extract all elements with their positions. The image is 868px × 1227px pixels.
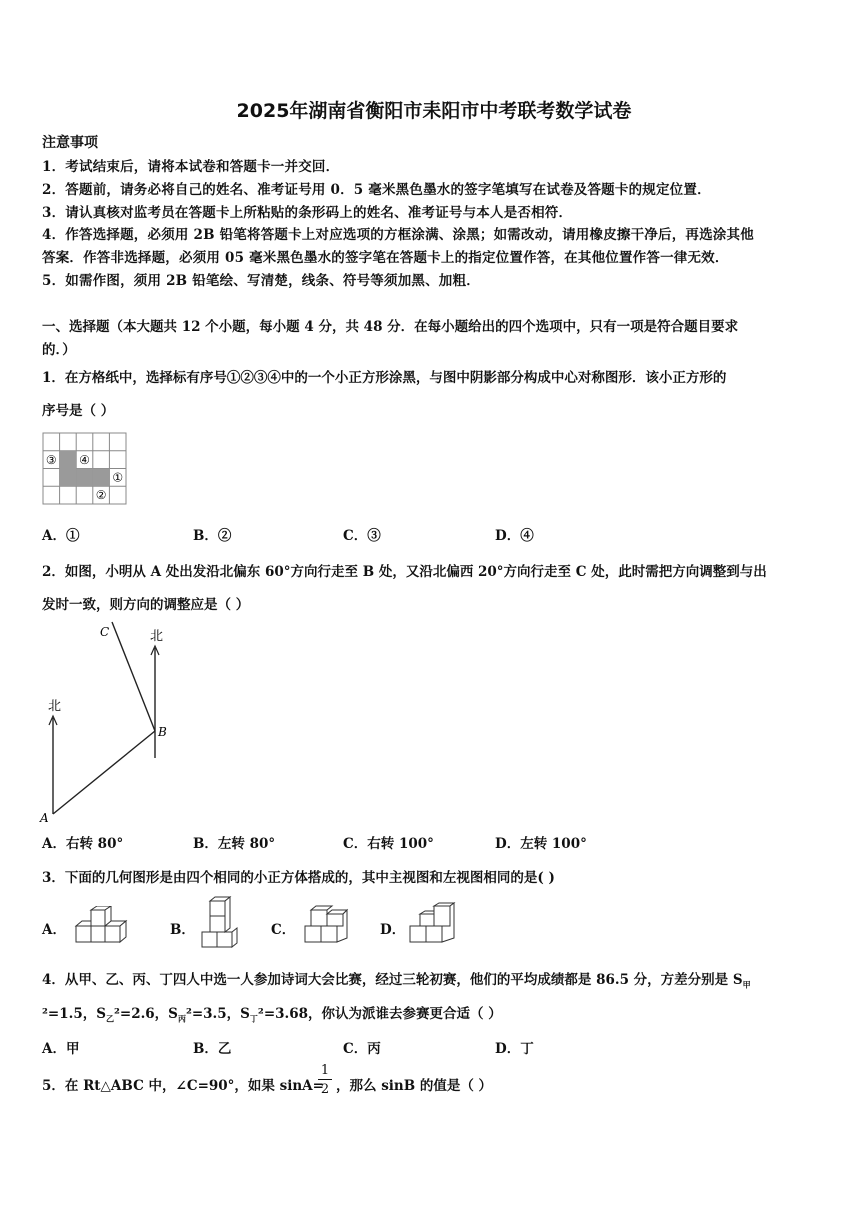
question-4-text-cont xyxy=(42,1002,502,1025)
q1-option-c[interactable]: C．③ xyxy=(343,528,381,544)
question-4-text xyxy=(42,968,751,991)
q5-fraction xyxy=(318,1062,332,1099)
shaded-cell xyxy=(93,469,110,487)
question-1-text-cont: 序号是（ ） xyxy=(42,403,115,419)
north-label-a: 北 xyxy=(48,699,62,714)
q3-cube-figure-b xyxy=(200,896,240,950)
notice-item: 答案．作答非选择题，必须用 05 毫米黑色墨水的签字笔在答题卡上的指定位置作答，在其他位置作答一律无效． xyxy=(42,250,729,266)
segment-bc xyxy=(112,622,155,731)
q2-direction-figure xyxy=(36,618,186,824)
segment-ab xyxy=(53,731,155,814)
question-2-text-cont: 发时一致，则方向的调整应是（ ） xyxy=(42,597,250,613)
q3-cube-figure-a xyxy=(74,906,130,944)
q4-option-a[interactable]: A．甲 xyxy=(42,1041,80,1057)
q4-line2-c: ²=3.5，S xyxy=(185,1006,250,1022)
notice-item: 3．请认真核对监考员在答题卡上所粘贴的条形码上的姓名、准考证号与本人是否相符． xyxy=(42,205,573,221)
shaded-cell xyxy=(60,469,77,487)
notice-item: 5．如需作图，须用 2B 铅笔绘、写清楚，线条、符号等须加黑、加粗． xyxy=(42,273,480,289)
q3-option-d[interactable]: D． xyxy=(380,922,406,938)
q2-option-d[interactable]: D．左转 100° xyxy=(495,836,587,852)
question-3-text: 3．下面的几何图形是由四个相同的小正方体搭成的，其中主视图和左视图相同的是( ) xyxy=(42,870,555,886)
q4-sub-yi: 乙 xyxy=(105,1013,114,1024)
q3-cube-figure-d xyxy=(408,902,456,946)
page-title: 2025年湖南省衡阳市耒阳市中考联考数学试卷 xyxy=(236,100,632,122)
q3-option-c[interactable]: C． xyxy=(271,922,296,938)
q4-sub-jia: 甲 xyxy=(742,979,751,990)
q4-option-d[interactable]: D．丁 xyxy=(495,1041,534,1057)
q2-option-a[interactable]: A．右转 80° xyxy=(42,836,124,852)
q4-line1: 4．从甲、乙、丙、丁四人中选一人参加诗词大会比赛，经过三轮初赛，他们的平均成绩都是 86.5 分，方差分别是 S xyxy=(42,972,743,988)
q1-grid-figure xyxy=(40,431,128,507)
q1-option-b[interactable]: B．② xyxy=(193,528,232,544)
grid-label-1: ① xyxy=(112,470,124,485)
q4-line2-b: ²=2.6，S xyxy=(113,1006,178,1022)
question-5-text-a: 5．在 Rt△ABC 中，∠C=90°，如果 sinA= xyxy=(42,1078,324,1094)
q3-option-b[interactable]: B． xyxy=(170,922,195,938)
shaded-cell xyxy=(60,451,77,469)
point-a-label: A xyxy=(40,811,49,824)
q4-sub-ding: 丁 xyxy=(249,1013,258,1024)
section-heading: 一、选择题（本大题共 12 个小题，每小题 4 分，共 48 分．在每小题给出的四个选项中，只有一项是符合题目要求 xyxy=(42,319,739,335)
question-5-text-b: ，那么 sinB 的值是（ ） xyxy=(336,1078,493,1094)
q5-fraction-denominator: 2 xyxy=(320,1082,330,1097)
grid-label-2: ② xyxy=(95,488,107,502)
notice-item: 2．答题前，请务必将自己的姓名、准考证号用 0．5 毫米黑色墨水的签字笔填写在试卷及答题卡的规定位置． xyxy=(42,182,711,198)
q5-fraction-numerator: 1 xyxy=(320,1063,330,1078)
grid-label-3: ③ xyxy=(45,453,57,467)
q4-option-b[interactable]: B．乙 xyxy=(193,1041,232,1057)
q4-line2-a: ²=1.5，S xyxy=(42,1006,106,1022)
grid-label-4: ④ xyxy=(79,453,90,467)
notice-heading: 注意事项 xyxy=(42,135,98,151)
point-c-label: C xyxy=(100,625,110,639)
north-label-b: 北 xyxy=(150,629,164,644)
notice-item: 1．考试结束后，请将本试卷和答题卡一并交回． xyxy=(42,159,340,175)
q4-option-c[interactable]: C．丙 xyxy=(343,1041,381,1057)
notice-item: 4．作答选择题，必须用 2B 铅笔将答题卡上对应选项的方框涂满、涂黑；如需改动，请用橡皮擦干净后，再选涂其他 xyxy=(42,227,754,243)
point-b-label: B xyxy=(158,725,167,739)
q3-option-a[interactable]: A． xyxy=(42,922,66,938)
question-1-text: 1．在方格纸中，选择标有序号①②③④中的一个小正方形涂黑，与图中阴影部分构成中心对称图形．该小正方形的 xyxy=(42,370,727,386)
q4-sub-bing: 丙 xyxy=(177,1013,186,1024)
q1-option-d[interactable]: D．④ xyxy=(495,528,534,544)
q2-option-c[interactable]: C．右转 100° xyxy=(343,836,434,852)
q2-option-b[interactable]: B．左转 80° xyxy=(193,836,276,852)
q4-line2-d: ²=3.68，你认为派谁去参赛更合适（ ） xyxy=(257,1006,502,1022)
section-heading-cont: 的．） xyxy=(42,342,76,358)
q3-cube-figure-c xyxy=(303,904,351,946)
question-2-text: 2．如图，小明从 A 处出发沿北偏东 60°方向行走至 B 处，又沿北偏西 20°方向行走至 C 处，此时需把方向调整到与出 xyxy=(42,564,767,580)
q1-option-a[interactable]: A．① xyxy=(42,528,80,544)
shaded-cell xyxy=(76,469,93,487)
